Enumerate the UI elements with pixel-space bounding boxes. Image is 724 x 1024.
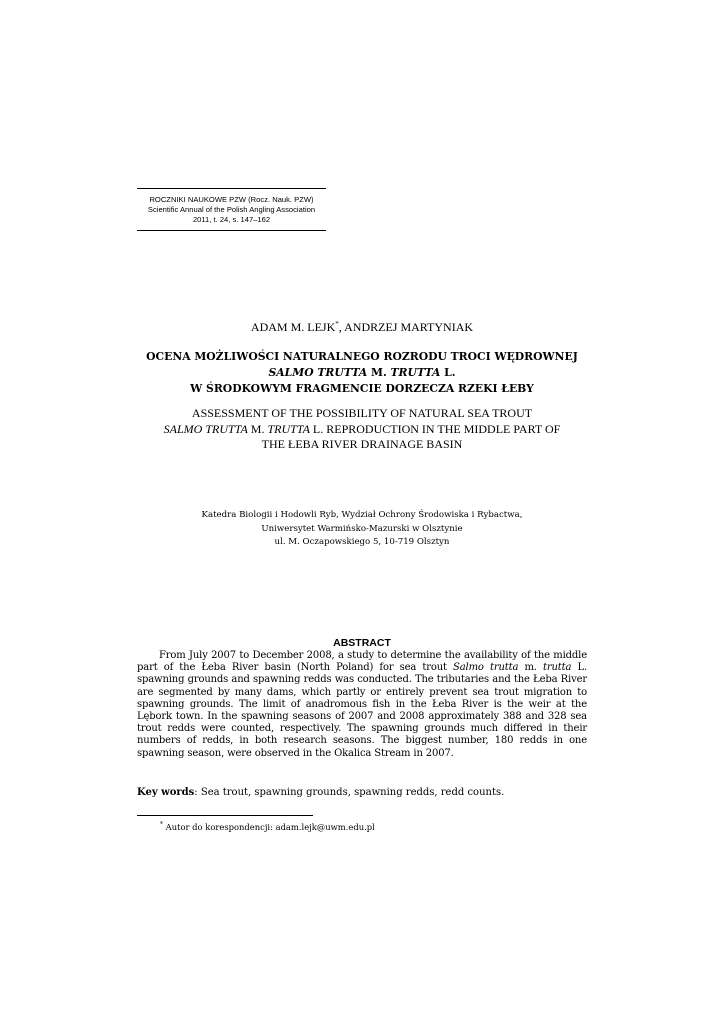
species-name: Salmo trutta [453, 662, 519, 674]
keywords-label: Key words [137, 787, 195, 798]
affiliation-address: ul. M. Oczapowskiego 5, 10-719 Olsztyn [274, 537, 450, 547]
title-english-line3: THE ŁEBA RIVER DRAINAGE BASIN [261, 437, 463, 451]
journal-name-english: Scientific Annual of the Polish Angling Association [147, 205, 316, 214]
title-english-line2: SALMO TRUTTA M. TRUTTA L. REPRODUCTION IN THE MIDDLE PART OF [163, 421, 561, 436]
journal-name: ROCZNIKI NAUKOWE PZW (Rocz. Nauk. PZW) [149, 195, 314, 204]
affiliation-department: Katedra Biologii i Hodowli Ryb, Wydział Ochrony Środowiska i Rybactwa, [201, 510, 523, 520]
title-polish [100, 349, 624, 397]
species-name: SALMO TRUTTA [268, 366, 368, 379]
footnote [160, 821, 580, 832]
title-english [100, 406, 624, 453]
author-lejk: ADAM M. LEJK [250, 320, 336, 334]
corresponding-author-mark: * [335, 320, 339, 328]
author-martyniak: ANDRZEJ MARTYNIAK [344, 320, 474, 334]
affiliation-university: Uniwersytet Warmińsko-Mazurski w Olsztynie [261, 523, 463, 534]
footnote-divider [137, 815, 313, 816]
authors-line [0, 320, 724, 335]
footnote-mark: * [160, 821, 163, 828]
journal-volume-pages: 2011, t. 24, s. 147–162 [192, 215, 271, 224]
author-separator: , [338, 320, 345, 334]
title-english-line1: ASSESSMENT OF THE POSSIBILITY OF NATURAL SEA TROUT [191, 406, 533, 420]
journal-header [137, 188, 326, 231]
keywords-text: : Sea trout, spawning grounds, spawning redds, redd counts. [194, 787, 505, 798]
title-polish-line2: SALMO TRUTTA M. TRUTTA L. [268, 366, 456, 379]
abstract-body: From July 2007 to December 2008, a study to determine the availability of the middle part of the Łeba River basin (North Poland) for sea trout Salmo trutta m. trutta L. spawning grounds and spawning redds was conducted. The tributaries and the Łeba River are segmented by many dams, which partly or entirely prevent sea trout migration to spawning grounds. The limit of anadromous fish in the Łeba River is the weir at the Lębork town. In the spawning seasons of 2007 and 2008 approximately 388 and 328 sea trout redds were counted, respectively. The spawning grounds much differed in their numbers of redds, in both research seasons. The biggest number, 180 redds in one spawning season, were observed in the Okalica Stream in 2007. [137, 650, 587, 759]
title-polish-line3: W ŚRODKOWYM FRAGMENCIE DORZECZA RZEKI ŁEBY [190, 382, 534, 395]
abstract-heading: ABSTRACT [333, 637, 391, 649]
species-form: trutta [542, 662, 572, 674]
species-form: TRUTTA [267, 421, 310, 436]
species-name: SALMO TRUTTA [163, 421, 248, 436]
keywords [137, 787, 587, 798]
footnote-text: Autor do korespondencji: adam.lejk@uwm.edu.pl [163, 821, 375, 832]
species-form: TRUTTA [390, 366, 441, 379]
affiliation [100, 509, 624, 550]
title-polish-line1: OCENA MOŻLIWOŚCI NATURALNEGO ROZRODU TROCI WĘDROWNEJ [146, 350, 578, 363]
